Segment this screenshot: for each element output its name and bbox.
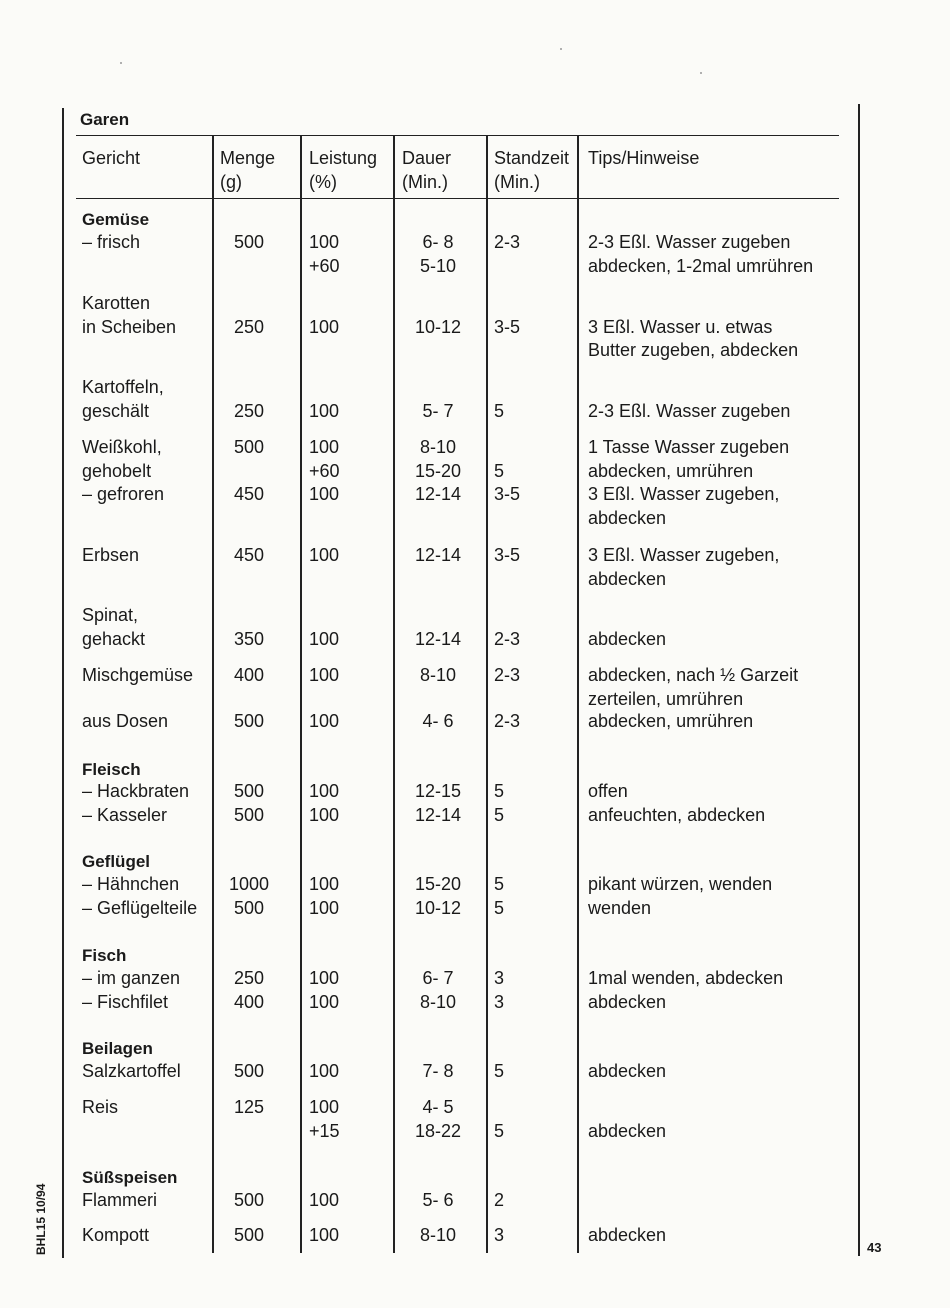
- section-heading: Gemüse: [82, 210, 150, 229]
- table-cell-standzeit: 2-3: [494, 711, 521, 731]
- table-cell-leistung: 100: [309, 628, 340, 649]
- table-cell-leistung: 100 100: [309, 781, 340, 825]
- table-cell-leistung: 100: [309, 711, 340, 731]
- table-cell-dauer: 12-14: [414, 628, 462, 649]
- table-cell-dauer: 4- 6: [422, 711, 454, 731]
- table-cell-gericht: Weißkohl, gehobelt – gefroren: [82, 437, 165, 504]
- table-cell-dauer: 8-10: [419, 665, 457, 685]
- section-heading: Fisch: [82, 946, 127, 965]
- table-cell-menge: 250: [233, 316, 265, 337]
- header-gericht: Gericht: [82, 148, 141, 168]
- scan-speck: [700, 72, 702, 74]
- table-cell-leistung: 100 100: [309, 874, 340, 918]
- table-cell-leistung: 100: [309, 400, 340, 421]
- table-cell-tips: 1 Tasse Wasser zugeben abdecken, umrühren 3 Eßl. Wasser zugeben, abdecken: [588, 437, 790, 528]
- scan-speck: [560, 48, 562, 50]
- page-number-bar: [858, 1238, 860, 1256]
- table-cell-gericht: Mischgemüse: [82, 665, 194, 685]
- table-cell-leistung: 100: [309, 1061, 340, 1081]
- table-cell-gericht: Karotten in Scheiben: [82, 293, 177, 337]
- table-cell-leistung: 100: [309, 1190, 340, 1210]
- table-cell-tips: 1mal wenden, abdecken abdecken: [588, 968, 784, 1012]
- table-cell-tips: abdecken: [588, 1225, 667, 1245]
- table-cell-menge: 500: [233, 1061, 265, 1081]
- table-cell-dauer: 10-12: [414, 316, 462, 337]
- table-cell-dauer: 6- 8 5-10: [419, 232, 457, 276]
- table-cell-menge: 250: [233, 400, 265, 421]
- table-cell-tips: 3 Eßl. Wasser u. etwas Butter zugeben, abdecken: [588, 316, 799, 360]
- table-cell-tips: abdecken: [588, 1061, 667, 1081]
- table-cell-standzeit: 3 3: [494, 968, 505, 1012]
- table-cell-leistung: 100: [309, 1225, 340, 1245]
- column-separator: [393, 135, 395, 1253]
- table-cell-tips: abdecken: [588, 1120, 667, 1141]
- table-cell-gericht: Kompott: [82, 1225, 150, 1245]
- document-code: BHL15 10/94: [34, 1183, 48, 1255]
- column-separator: [577, 135, 579, 1253]
- table-cell-standzeit: 5: [494, 1061, 505, 1081]
- table-cell-standzeit: 2-3: [494, 628, 521, 649]
- table-top-border: [76, 135, 839, 136]
- table-cell-menge: 350: [233, 628, 265, 649]
- table-cell-dauer: 7- 8: [422, 1061, 454, 1081]
- column-separator: [300, 135, 302, 1253]
- table-cell-leistung: 100 +60 100: [309, 437, 340, 504]
- right-page-border: [858, 104, 860, 1254]
- header-standzeit: Standzeit (Min.): [494, 148, 570, 192]
- header-dauer: Dauer (Min.): [402, 148, 452, 192]
- table-cell-gericht: – Hackbraten – Kasseler: [82, 781, 190, 825]
- table-cell-menge: 1000 500: [228, 874, 270, 918]
- table-cell-gericht: Flammeri: [82, 1190, 157, 1210]
- table-cell-tips: abdecken, nach ½ Garzeit zerteilen, umrühren: [588, 665, 799, 709]
- table-cell-standzeit: 5: [494, 400, 505, 421]
- table-cell-dauer: 5- 7: [422, 400, 454, 421]
- table-cell-gericht: – Hähnchen – Geflügelteile: [82, 874, 198, 918]
- table-cell-menge: 250 400: [233, 968, 265, 1012]
- table-cell-menge: 500 500: [233, 781, 265, 825]
- table-cell-dauer: 8-10 15-20 12-14: [414, 437, 462, 504]
- header-leistung: Leistung (%): [309, 148, 378, 192]
- table-cell-tips: 2-3 Eßl. Wasser zugeben: [588, 400, 791, 421]
- table-cell-menge: 125: [233, 1097, 265, 1117]
- table-cell-gericht: Salzkartoffel: [82, 1061, 181, 1081]
- table-cell-standzeit: 2-3: [494, 665, 521, 685]
- section-heading: Geflügel: [82, 852, 151, 871]
- table-cell-gericht: – frisch: [82, 232, 141, 252]
- left-page-border: [62, 108, 64, 1258]
- table-cell-dauer: 15-20 10-12: [414, 874, 462, 918]
- table-cell-gericht: Kartoffeln, geschält: [82, 377, 164, 421]
- page-number: 43: [867, 1240, 882, 1255]
- header-bottom-border: [76, 198, 839, 199]
- table-cell-standzeit: 5 5: [494, 874, 505, 918]
- table-cell-leistung: 100 +60: [309, 232, 340, 276]
- table-cell-dauer: 4- 5 18-22: [414, 1097, 462, 1141]
- table-cell-leistung: 100: [309, 316, 340, 337]
- table-cell-standzeit: 3-5: [494, 545, 521, 565]
- table-cell-dauer: 12-15 12-14: [414, 781, 462, 825]
- table-cell-dauer: 12-14: [414, 545, 462, 565]
- section-heading: Beilagen: [82, 1039, 153, 1058]
- table-cell-menge: 500: [233, 1190, 265, 1210]
- table-cell-menge: 500 450: [233, 437, 265, 504]
- table-cell-tips: abdecken: [588, 628, 667, 649]
- table-cell-standzeit: 2-3: [494, 232, 521, 252]
- column-separator: [486, 135, 488, 1253]
- table-cell-standzeit: 3-5: [494, 316, 521, 337]
- table-cell-tips: pikant würzen, wenden wenden: [588, 874, 773, 918]
- table-cell-dauer: 8-10: [419, 1225, 457, 1245]
- table-cell-menge: 500: [233, 1225, 265, 1245]
- table-cell-gericht: aus Dosen: [82, 711, 169, 731]
- table-cell-standzeit: 5 3-5: [494, 460, 521, 504]
- table-cell-gericht: Reis: [82, 1097, 119, 1117]
- table-cell-leistung: 100: [309, 545, 340, 565]
- table-cell-leistung: 100: [309, 665, 340, 685]
- table-cell-tips: offen anfeuchten, abdecken: [588, 781, 766, 825]
- header-tips: Tips/Hinweise: [588, 148, 700, 168]
- table-cell-menge: 500: [233, 232, 265, 252]
- table-cell-standzeit: 3: [494, 1225, 505, 1245]
- table-cell-standzeit: 2: [494, 1190, 505, 1210]
- table-cell-standzeit: 5: [494, 1120, 505, 1141]
- table-cell-menge: 400: [233, 665, 265, 685]
- section-title: Garen: [80, 110, 130, 129]
- table-cell-dauer: 6- 7 8-10: [419, 968, 457, 1012]
- table-cell-dauer: 5- 6: [422, 1190, 454, 1210]
- table-cell-menge: 500: [233, 711, 265, 731]
- header-menge: Menge (g): [220, 148, 276, 192]
- table-cell-tips: abdecken, umrühren: [588, 711, 754, 731]
- table-cell-tips: 2-3 Eßl. Wasser zugeben abdecken, 1-2mal umrühren: [588, 232, 814, 276]
- table-cell-menge: 450: [233, 545, 265, 565]
- table-cell-gericht: – im ganzen – Fischfilet: [82, 968, 181, 1012]
- section-heading: Süßspeisen: [82, 1168, 178, 1187]
- section-heading: Fleisch: [82, 760, 141, 779]
- table-cell-leistung: 100 +15: [309, 1097, 340, 1141]
- table-cell-tips: 3 Eßl. Wasser zugeben, abdecken: [588, 545, 780, 589]
- table-cell-gericht: Erbsen: [82, 545, 140, 565]
- table-cell-gericht: Spinat, gehackt: [82, 605, 146, 649]
- scan-speck: [120, 62, 122, 64]
- table-cell-leistung: 100 100: [309, 968, 340, 1012]
- table-cell-standzeit: 5 5: [494, 781, 505, 825]
